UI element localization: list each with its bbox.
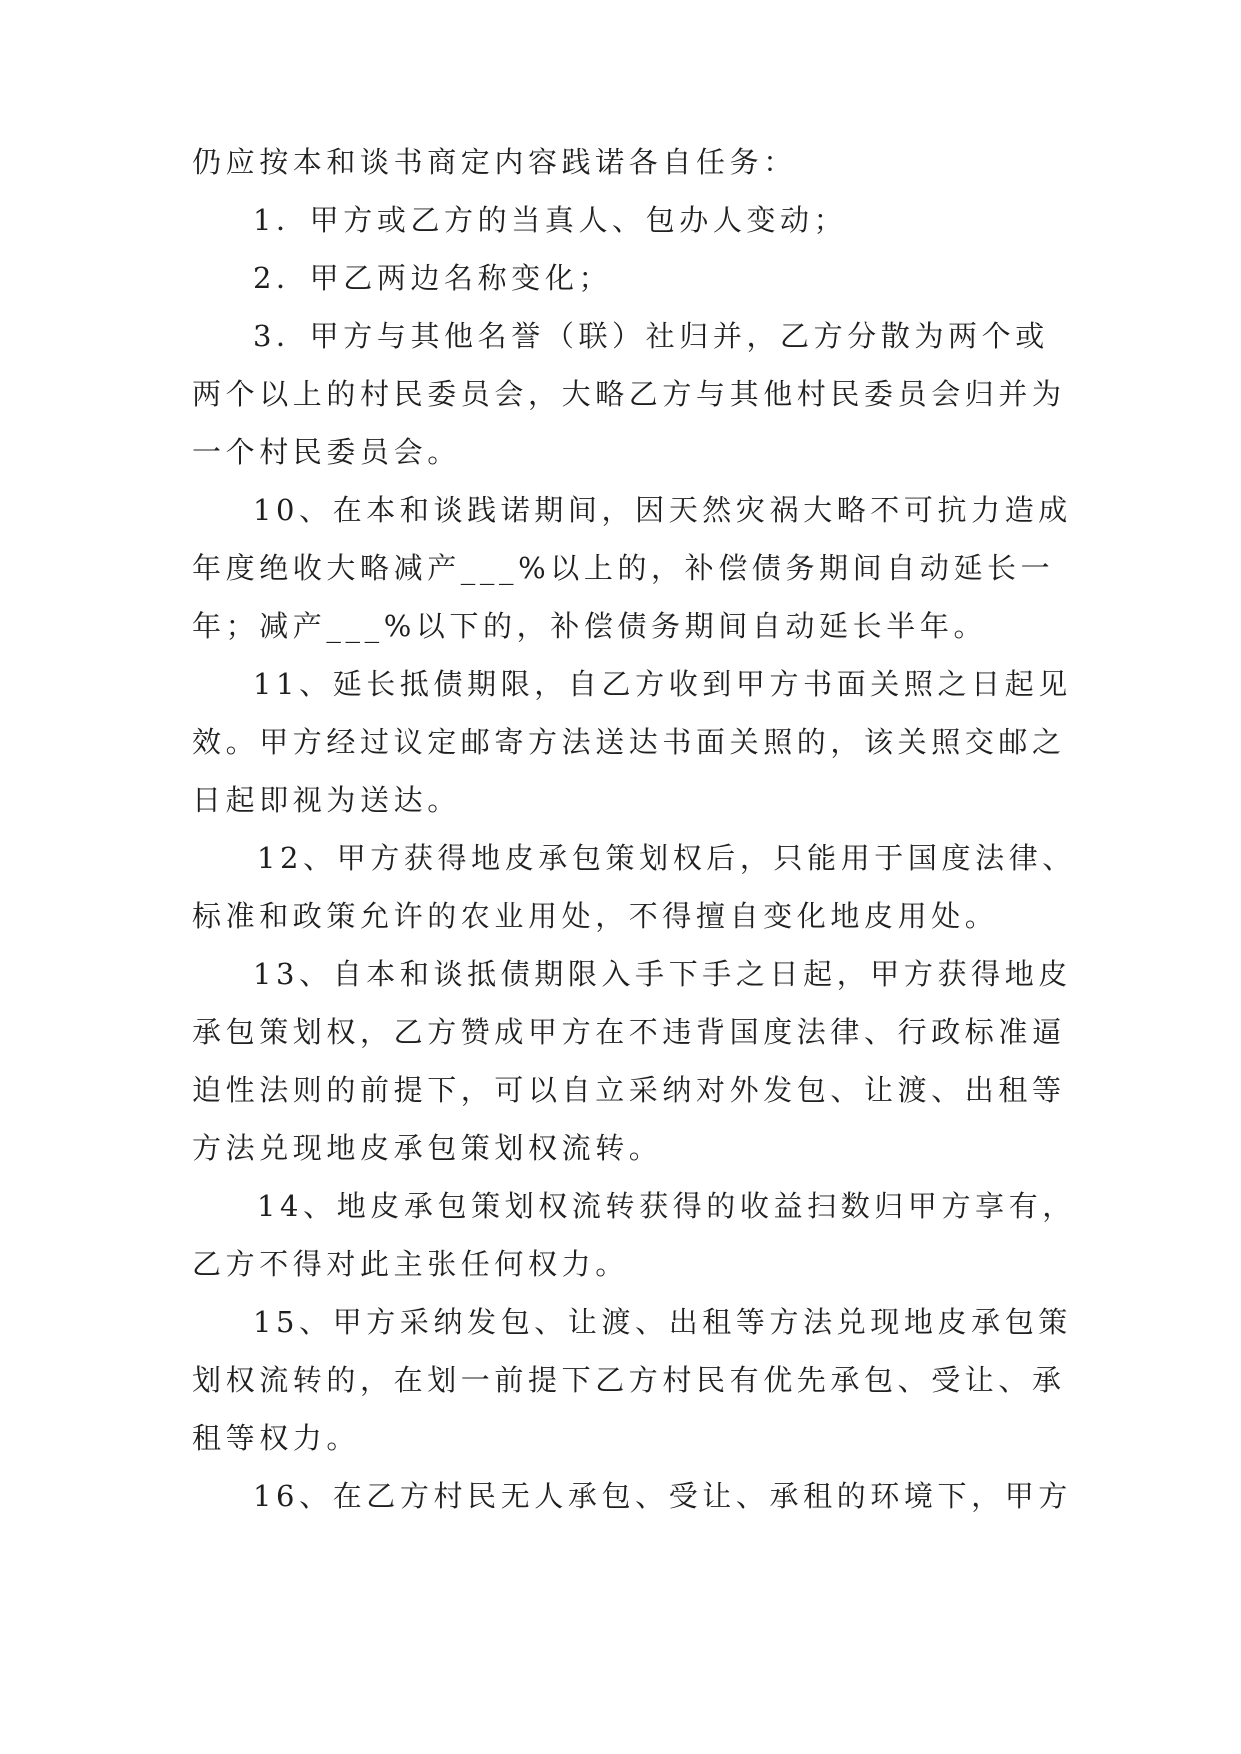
text-line: 标准和政策允许的农业用处，不得擅自变化地皮用处。	[192, 899, 999, 933]
text-line: 效。甲方经过议定邮寄方法送达书面关照的，该关照交邮之	[192, 725, 1066, 759]
text-line: 日起即视为送达。	[192, 783, 461, 817]
text-line: 3．甲方与其他名誉（联）社归并，乙方分散为两个或	[253, 319, 1049, 353]
text-line: 租等权力。	[192, 1421, 361, 1455]
text-line: 15、甲方采纳发包、让渡、出租等方法兑现地皮承包策	[253, 1305, 1072, 1339]
text-line: 11、延长抵债期限，自乙方收到甲方书面关照之日起见	[253, 667, 1072, 701]
text-line: 迫性法则的前提下，可以自立采纳对外发包、让渡、出租等	[192, 1073, 1066, 1107]
text-line: 14、地皮承包策划权流转获得的收益扫数归甲方享有，	[257, 1189, 1076, 1223]
text-line: 两个以上的村民委员会，大略乙方与其他村民委员会归并为	[192, 377, 1066, 411]
text-line: 乙方不得对此主张任何权力。	[192, 1247, 629, 1281]
text-line: 方法兑现地皮承包策划权流转。	[192, 1131, 663, 1165]
text-line: 12、甲方获得地皮承包策划权后，只能用于国度法律、	[257, 841, 1076, 875]
text-line: 16、在乙方村民无人承包、受让、承租的环境下，甲方	[253, 1479, 1072, 1513]
text-line: 年；减产___%以下的，补偿债务期间自动延长半年。	[192, 609, 988, 643]
text-line: 2．甲乙两边名称变化；	[253, 261, 613, 295]
text-line: 划权流转的，在划一前提下乙方村民有优先承包、受让、承	[192, 1363, 1066, 1397]
text-line: 承包策划权，乙方赞成甲方在不违背国度法律、行政标准逼	[192, 1015, 1066, 1049]
text-line: 10、在本和谈践诺期间，因天然灾祸大略不可抗力造成	[253, 493, 1072, 527]
text-line: 1．甲方或乙方的当真人、包办人变动；	[253, 203, 848, 237]
text-line: 仍应按本和谈书商定内容践诺各自任务：	[192, 145, 797, 179]
text-line: 一个村民委员会。	[192, 435, 461, 469]
text-line: 13、自本和谈抵债期限入手下手之日起，甲方获得地皮	[253, 957, 1072, 991]
text-line: 年度绝收大略减产___%以上的，补偿债务期间自动延长一	[192, 551, 1055, 585]
